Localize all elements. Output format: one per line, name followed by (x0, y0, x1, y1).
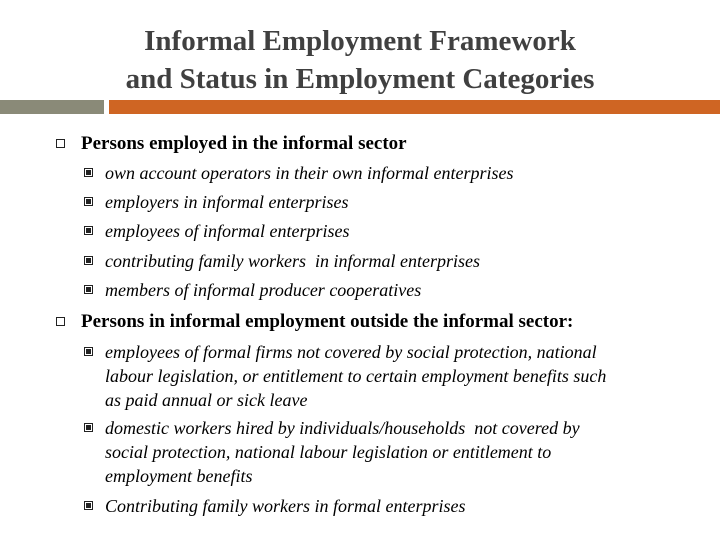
slide-title (0, 22, 720, 98)
checkbox-bullet-icon (84, 347, 93, 356)
checkbox-bullet-icon (84, 423, 93, 432)
accent-bar-gray (0, 100, 104, 114)
title-line-2: and Status in Employment Categories (125, 63, 595, 95)
checkbox-bullet-icon (84, 501, 93, 510)
square-bullet-icon (56, 317, 65, 326)
checkbox-bullet-icon (84, 168, 93, 177)
square-bullet-icon (56, 139, 65, 148)
title-line-1: Informal Employment Framework (144, 25, 576, 57)
checkbox-bullet-icon (84, 256, 93, 265)
checkbox-bullet-icon (84, 285, 93, 294)
checkbox-bullet-icon (84, 226, 93, 235)
checkbox-bullet-icon (84, 197, 93, 206)
accent-bar-orange (109, 100, 720, 114)
